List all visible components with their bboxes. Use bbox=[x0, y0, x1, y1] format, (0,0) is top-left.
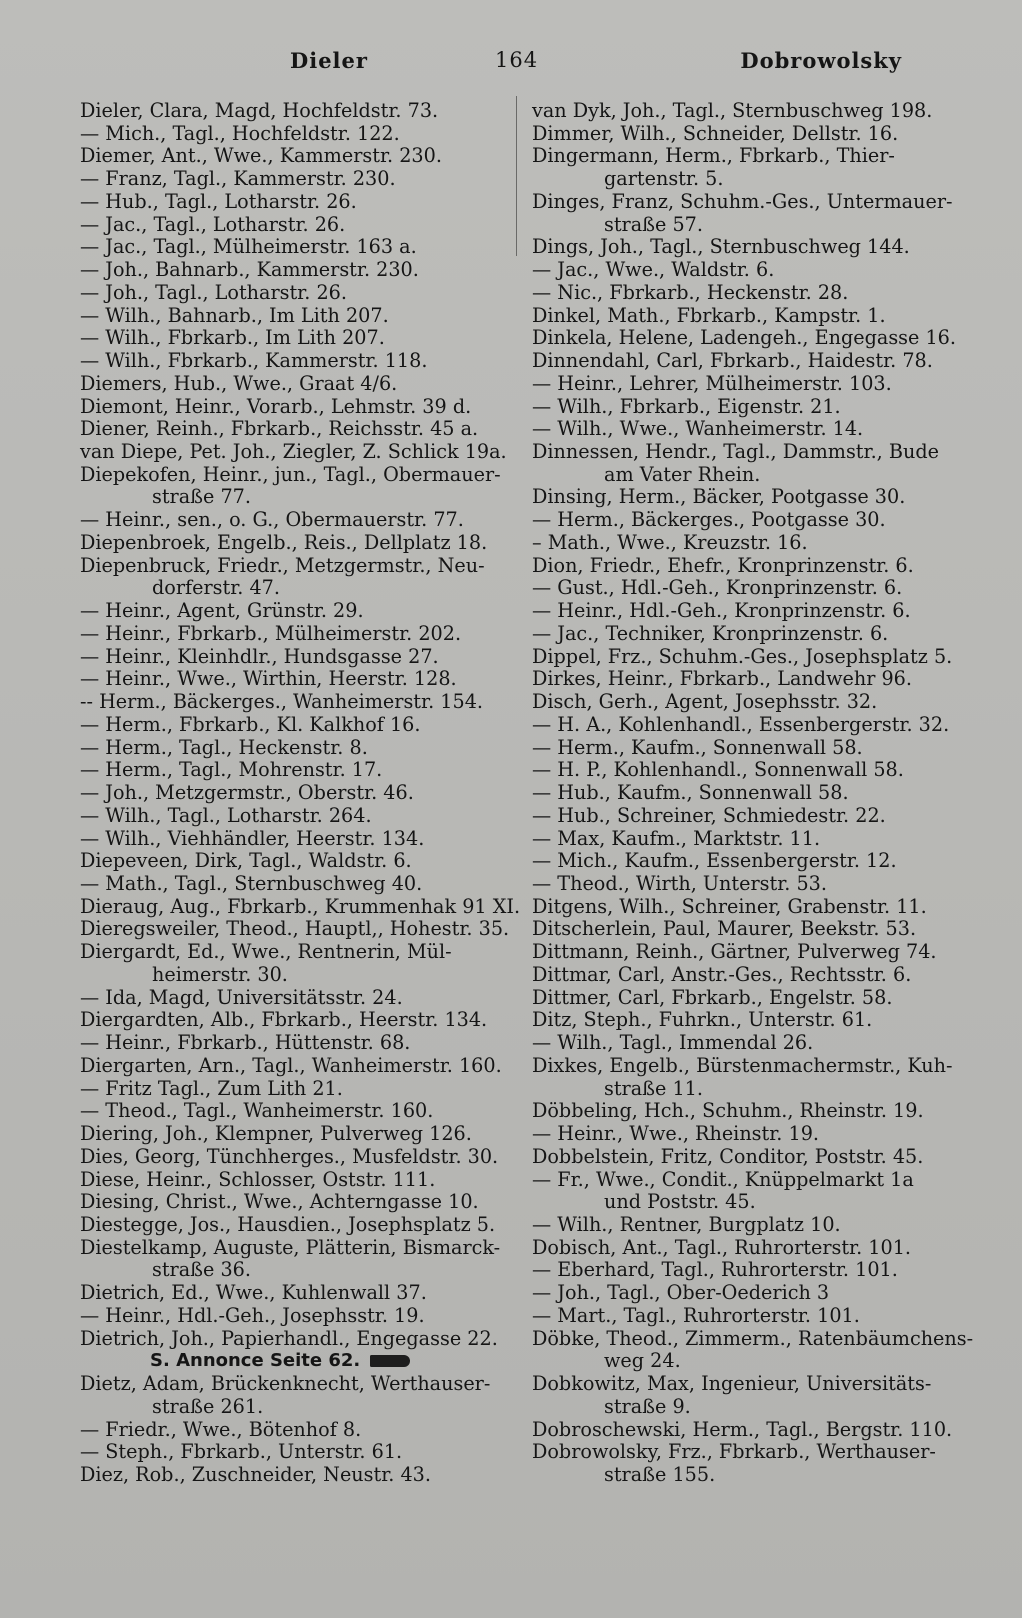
directory-entry: Diergarten, Arn., Tagl., Wanheimerstr. 160. bbox=[80, 1053, 502, 1077]
directory-entry: Diestelkamp, Auguste, Plätterin, Bismarck- bbox=[80, 1235, 501, 1259]
directory-entry: Diemers, Hub., Wwe., Graat 4/6. bbox=[80, 371, 398, 395]
directory-entry: — Heinr., Fbrkarb., Hüttenstr. 68. bbox=[80, 1031, 411, 1055]
directory-entry: — Heinr., Agent, Grünstr. 29. bbox=[80, 599, 364, 623]
directory-entry: — Hub., Tagl., Lotharstr. 26. bbox=[80, 189, 357, 213]
directory-entry: Diese, Heinr., Schlosser, Oststr. 111. bbox=[80, 1167, 436, 1191]
directory-entry: Dobrowolsky, Frz., Fbrkarb., Werthauser- bbox=[532, 1440, 936, 1464]
directory-entry: Ditz, Steph., Fuhrkn., Unterstr. 61. bbox=[532, 1008, 873, 1032]
directory-entry: Dieler, Clara, Magd, Hochfeldstr. 73. bbox=[80, 99, 439, 122]
directory-entry: — Heinr., Kleinhdlr., Hundsgasse 27. bbox=[80, 644, 439, 668]
directory-entry: — Joh., Tagl., Ober-Oederich 3 bbox=[532, 1281, 830, 1305]
directory-entry: Dieraug, Aug., Fbrkarb., Krummenhak 91 XI. bbox=[80, 894, 521, 918]
directory-entry: Dobkowitz, Max, Ingenieur, Universitäts- bbox=[532, 1372, 932, 1396]
directory-entry: — Max, Kaufm., Marktstr. 11. bbox=[532, 826, 821, 850]
directory-entry: — Steph., Fbrkarb., Unterstr. 61. bbox=[80, 1440, 403, 1464]
directory-entry: Diepenbroek, Engelb., Reis., Dellplatz 18. bbox=[80, 530, 488, 554]
directory-entry: — Wilh., Tagl., Lotharstr. 264. bbox=[80, 803, 372, 827]
directory-entry: van Diepe, Pet. Joh., Ziegler, Z. Schlick 19a. bbox=[80, 440, 507, 464]
column-divider bbox=[516, 96, 517, 256]
directory-entry: — Franz, Tagl., Kammerstr. 230. bbox=[80, 167, 396, 191]
directory-entry: — Theod., Wirth, Unterstr. 53. bbox=[532, 871, 827, 895]
directory-entry-continuation: straße 9. bbox=[604, 1394, 691, 1418]
directory-entry: — H. A., Kohlenhandl., Essenbergerstr. 32. bbox=[532, 712, 950, 736]
directory-entry: Dietrich, Joh., Papierhandl., Engegasse 22. bbox=[80, 1326, 498, 1350]
directory-entry-continuation: straße 57. bbox=[604, 212, 703, 236]
directory-entry: — Wilh., Fbrkarb., Eigenstr. 21. bbox=[532, 394, 841, 418]
directory-entry: — Joh., Tagl., Lotharstr. 26. bbox=[80, 280, 347, 304]
directory-entry: — Hub., Schreiner, Schmiedestr. 22. bbox=[532, 803, 886, 827]
directory-entry: — Herm., Bäckerges., Pootgasse 30. bbox=[532, 508, 886, 532]
directory-entry: — Wilh., Viehhändler, Heerstr. 134. bbox=[80, 826, 425, 850]
directory-entry: Dimmer, Wilh., Schneider, Dellstr. 16. bbox=[532, 121, 899, 145]
directory-entry: Dings, Joh., Tagl., Sternbuschweg 144. bbox=[532, 235, 910, 259]
directory-entry: — Fr., Wwe., Condit., Knüppelmarkt 1a bbox=[532, 1167, 914, 1191]
directory-entry: — Mich., Tagl., Hochfeldstr. 122. bbox=[80, 121, 400, 145]
directory-entry: Diemer, Ant., Wwe., Kammerstr. 230. bbox=[80, 144, 442, 168]
directory-entry: Dobisch, Ant., Tagl., Ruhrorterstr. 101. bbox=[532, 1235, 912, 1259]
directory-entry: — Eberhard, Tagl., Ruhrorterstr. 101. bbox=[532, 1258, 898, 1282]
directory-entry: Dittmar, Carl, Anstr.-Ges., Rechtsstr. 6. bbox=[532, 962, 912, 986]
directory-entry: — Heinr., sen., o. G., Obermauerstr. 77. bbox=[80, 508, 464, 532]
directory-entry: — Wilh., Wwe., Wanheimerstr. 14. bbox=[532, 417, 864, 441]
directory-entry: — Gust., Hdl.-Geh., Kronprinzenstr. 6. bbox=[532, 576, 903, 600]
directory-entry: — Friedr., Wwe., Bötenhof 8. bbox=[80, 1417, 362, 1441]
directory-entry: — Herm., Tagl., Heckenstr. 8. bbox=[80, 735, 368, 759]
directory-entry-continuation: straße 11. bbox=[604, 1076, 703, 1100]
directory-entry: — Wilh., Rentner, Burgplatz 10. bbox=[532, 1212, 841, 1236]
directory-entry-continuation: straße 36. bbox=[152, 1258, 251, 1282]
directory-entry: — Herm., Fbrkarb., Kl. Kalkhof 16. bbox=[80, 712, 421, 736]
directory-entry: — Hub., Kaufm., Sonnenwall 58. bbox=[532, 781, 849, 805]
directory-entry: -- Herm., Bäckerges., Wanheimerstr. 154. bbox=[80, 690, 484, 714]
directory-entry: — Heinr., Hdl.-Geh., Kronprinzenstr. 6. bbox=[532, 599, 911, 623]
directory-entry: — Heinr., Wwe., Wirthin, Heerstr. 128. bbox=[80, 667, 457, 691]
directory-entry: Dittmann, Reinh., Gärtner, Pulverweg 74. bbox=[532, 940, 937, 964]
directory-entry-continuation: am Vater Rhein. bbox=[604, 462, 761, 486]
left-column bbox=[80, 99, 521, 1487]
directory-entry: — Jac., Tagl., Lotharstr. 26. bbox=[80, 212, 346, 236]
directory-entry: Dinnessen, Hendr., Tagl., Dammstr., Bude bbox=[532, 440, 939, 464]
directory-entry: — Wilh., Fbrkarb., Im Lith 207. bbox=[80, 326, 385, 350]
directory-entry: Dion, Friedr., Ehefr., Kronprinzenstr. 6. bbox=[532, 553, 914, 577]
directory-entry: — Mich., Kaufm., Essenbergerstr. 12. bbox=[532, 849, 897, 873]
directory-entry: — Theod., Tagl., Wanheimerstr. 160. bbox=[80, 1099, 434, 1123]
directory-entry: Dixkes, Engelb., Bürstenmachermstr., Kuh- bbox=[532, 1053, 953, 1077]
directory-entry: — Joh., Bahnarb., Kammerstr. 230. bbox=[80, 258, 419, 282]
directory-entry: Diez, Rob., Zuschneider, Neustr. 43. bbox=[80, 1463, 431, 1487]
directory-entry-continuation: und Poststr. 45. bbox=[604, 1190, 756, 1214]
directory-entry: Dobroschewski, Herm., Tagl., Bergstr. 110. bbox=[532, 1417, 953, 1441]
directory-entry: Dinkela, Helene, Ladengeh., Engegasse 16. bbox=[532, 326, 956, 350]
directory-entry: van Dyk, Joh., Tagl., Sternbuschweg 198. bbox=[532, 99, 933, 122]
directory-entry: Dippel, Frz., Schuhm.-Ges., Josephsplatz 5. bbox=[532, 644, 953, 668]
directory-entry: Dingermann, Herm., Fbrkarb., Thier- bbox=[532, 144, 895, 168]
directory-entry-continuation: straße 155. bbox=[604, 1463, 716, 1487]
directory-entry: – Math., Wwe., Kreuzstr. 16. bbox=[532, 530, 808, 554]
directory-entry: — Jac., Tagl., Mülheimerstr. 163 a. bbox=[80, 235, 417, 259]
directory-entry: — Ida, Magd, Universitätsstr. 24. bbox=[80, 985, 403, 1009]
directory-entry: Ditscherlein, Paul, Maurer, Beekstr. 53. bbox=[532, 917, 917, 941]
directory-entry: Dietz, Adam, Brückenknecht, Werthauser- bbox=[80, 1372, 491, 1396]
directory-entry: — Fritz Tagl., Zum Lith 21. bbox=[80, 1076, 343, 1100]
directory-entry: Dinnendahl, Carl, Fbrkarb., Haidestr. 78. bbox=[532, 349, 933, 373]
directory-entry: — Wilh., Tagl., Immendal 26. bbox=[532, 1031, 814, 1055]
directory-entry: Diemont, Heinr., Vorarb., Lehmstr. 39 d. bbox=[80, 394, 472, 418]
directory-entry: Döbbeling, Hch., Schuhm., Rheinstr. 19. bbox=[532, 1099, 924, 1123]
directory-entry: — Joh., Metzgermstr., Oberstr. 46. bbox=[80, 781, 414, 805]
directory-entry: — Herm., Tagl., Mohrenstr. 17. bbox=[80, 758, 383, 782]
directory-entry: Dittmer, Carl, Fbrkarb., Engelstr. 58. bbox=[532, 985, 893, 1009]
pointing-hand-icon bbox=[370, 1355, 410, 1367]
directory-entry: Döbke, Theod., Zimmerm., Ratenbäumchens- bbox=[532, 1326, 974, 1350]
directory-entry: Diepeveen, Dirk, Tagl., Waldstr. 6. bbox=[80, 849, 412, 873]
directory-entry: — Math., Tagl., Sternbuschweg 40. bbox=[80, 871, 423, 895]
directory-entry: Dinges, Franz, Schuhm.-Ges., Untermauer- bbox=[532, 189, 953, 213]
directory-entry: — Heinr., Hdl.-Geh., Josephsstr. 19. bbox=[80, 1303, 425, 1327]
directory-entry-continuation: dorferstr. 47. bbox=[152, 576, 280, 600]
directory-entry: — Heinr., Wwe., Rheinstr. 19. bbox=[532, 1122, 820, 1146]
directory-entry: — Wilh., Fbrkarb., Kammerstr. 118. bbox=[80, 349, 428, 373]
directory-entry: Dies, Georg, Tünchherges., Musfeldstr. 30. bbox=[80, 1144, 499, 1168]
directory-entry: — Heinr., Fbrkarb., Mülheimerstr. 202. bbox=[80, 621, 462, 645]
directory-entry: Diergardten, Alb., Fbrkarb., Heerstr. 134. bbox=[80, 1008, 488, 1032]
directory-entry-continuation: weg 24. bbox=[604, 1349, 681, 1373]
directory-entry: — Heinr., Lehrer, Mülheimerstr. 103. bbox=[532, 371, 892, 395]
directory-entry: — Nic., Fbrkarb., Heckenstr. 28. bbox=[532, 280, 849, 304]
directory-entry: — H. P., Kohlenhandl., Sonnenwall 58. bbox=[532, 758, 904, 782]
directory-entry: Dieregsweiler, Theod., Hauptl,, Hohestr. 35. bbox=[80, 917, 510, 941]
directory-entry: — Wilh., Bahnarb., Im Lith 207. bbox=[80, 303, 389, 327]
directory-entry: Dirkes, Heinr., Fbrkarb., Landwehr 96. bbox=[532, 667, 912, 691]
directory-entry: Diering, Joh., Klempner, Pulverweg 126. bbox=[80, 1122, 472, 1146]
directory-entry: — Mart., Tagl., Ruhrorterstr. 101. bbox=[532, 1303, 860, 1327]
page-header bbox=[80, 48, 962, 88]
directory-entry-continuation: gartenstr. 5. bbox=[604, 167, 724, 191]
directory-entry-continuation: straße 261. bbox=[152, 1394, 264, 1418]
header-last-entry: Dobrowolsky bbox=[740, 48, 902, 73]
page-number: 164 bbox=[495, 48, 539, 72]
directory-entry: Diepekofen, Heinr., jun., Tagl., Obermauer- bbox=[80, 462, 501, 486]
header-first-entry: Dieler bbox=[290, 48, 368, 73]
directory-entry: Dietrich, Ed., Wwe., Kuhlenwall 37. bbox=[80, 1281, 427, 1305]
directory-entry: — Jac., Techniker, Kronprinzenstr. 6. bbox=[532, 621, 889, 645]
directory-entry: Dinkel, Math., Fbrkarb., Kampstr. 1. bbox=[532, 303, 886, 327]
directory-entry: Diepenbruck, Friedr., Metzgermstr., Neu- bbox=[80, 553, 485, 577]
directory-entry: Diener, Reinh., Fbrkarb., Reichsstr. 45 a. bbox=[80, 417, 479, 441]
directory-entry: Dobbelstein, Fritz, Conditor, Poststr. 45. bbox=[532, 1144, 924, 1168]
directory-entry: — Herm., Kaufm., Sonnenwall 58. bbox=[532, 735, 863, 759]
directory-entry: Diergardt, Ed., Wwe., Rentnerin, Mül- bbox=[80, 940, 452, 964]
directory-entry: Diesing, Christ., Wwe., Achterngasse 10. bbox=[80, 1190, 479, 1214]
directory-entry-continuation: straße 77. bbox=[152, 485, 251, 509]
annonce-reference: S. Annonce Seite 62. bbox=[80, 1350, 508, 1373]
directory-entry: Ditgens, Wilh., Schreiner, Grabenstr. 11. bbox=[532, 894, 927, 918]
directory-entry: Disch, Gerh., Agent, Josephsstr. 32. bbox=[532, 690, 878, 714]
directory-entry: Diestegge, Jos., Hausdien., Josephsplatz 5. bbox=[80, 1212, 496, 1236]
directory-entry: Dinsing, Herm., Bäcker, Pootgasse 30. bbox=[532, 485, 906, 509]
right-column bbox=[532, 100, 974, 1487]
directory-entry: — Jac., Wwe., Waldstr. 6. bbox=[532, 258, 775, 282]
directory-entry-continuation: heimerstr. 30. bbox=[152, 962, 288, 986]
